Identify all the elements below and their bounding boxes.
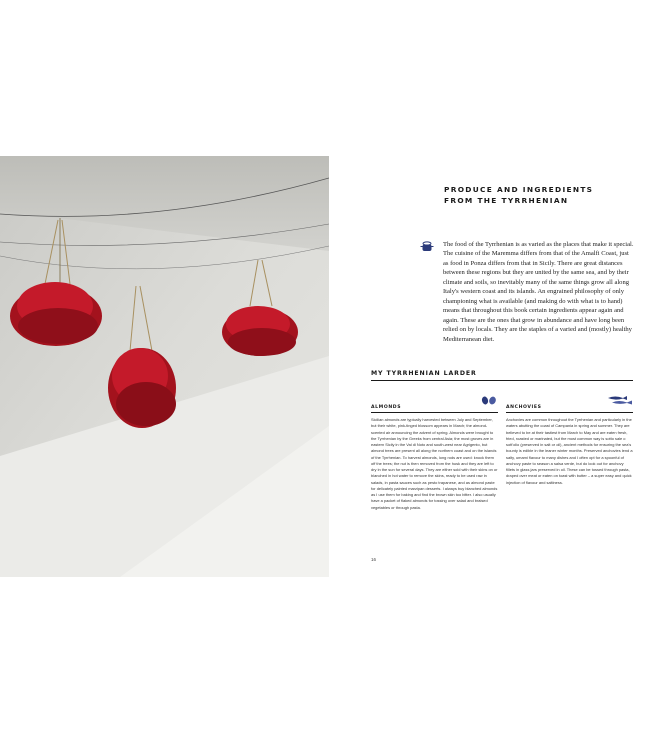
hanging-tomatoes-photo <box>0 156 329 577</box>
photo-illustration <box>0 156 329 577</box>
almonds-section <box>371 398 498 511</box>
page-title <box>444 184 634 206</box>
anchovies-text: Anchovies are common throughout the Tyrrhenian and particularly in the waters abutting the coast of Campania in spring and summer. They are believed to be at their tastiest from March to May and are eaten fresh, fried, roasted or marinated, but the most common way is sotto sale o sott'olio (preserved in salt or oil), ancient methods for ensuring the sea's bounty is edible in the leaner winter months. Preserved anchovies lend a salty, umami flavour to many dishes and I often opt for a spoonful of anchovy paste to season a salsa verde, but do look out for anchovy fillets in glass jars preserved in oil. These can be tossed through pasta, draped over meat or eaten on toast with butter – a super easy and quick injection of flavour and saltiness. <box>506 417 633 485</box>
title-line-1: PRODUCE AND INGREDIENTS <box>444 185 594 194</box>
almonds-icon <box>480 392 498 410</box>
almonds-label: ALMONDS <box>371 405 402 410</box>
larder-heading: MY TYRRHENIAN LARDER <box>371 370 633 381</box>
anchovies-icon <box>607 392 633 410</box>
anchovies-header <box>506 398 633 413</box>
anchovies-section <box>506 398 633 486</box>
almonds-text: Sicilian almonds are typically harvested between July and September, but their white, pink-tinged blossom appears in March; the almond-scented air announcing the advent of spring. Almonds were brought to the Tyrrhenian by the Greeks from central Asia; the most groves are in eastern Sicily in the Val di Noto and south-west near Agrigento, but almond trees are present all along the northern coast and on the islands of the Tyrrhenian. To harvest almonds, long rods are used: knock them off the trees; the nut is then removed from the husk and they are left to dry in the sun for several days. They are either sold with their skins on or blanched in hot water to remove the skins, ready to be used raw in salads, in pasta sauces such as pesto trapanese, and as almond paste for delicately painted marzipan desserts. I always buy blanched almonds as I use them for baking and find the brown skin too bitter. I also usually have a packet of flaked almonds for tossing over salad and braised vegetables or through pasta. <box>371 417 498 510</box>
title-line-2: FROM THE TYRRHENIAN <box>444 196 569 205</box>
anchovies-label: ANCHOVIES <box>506 405 542 410</box>
intro-paragraph: The food of the Tyrrhenian is as varied as the places that make it special. The cuisine of the Maremma differs from that of the Amalfi Coast, just as food in Ponza differs from that in Sicily. There are great distances between these regions but they are united by the same sea, and by their climate and soils, so inevitably many of the same things grow all along Italy's western coast and its islands. An engrained philosophy of only championing what is available (and making do with what is to hand) means that throughout this book certain ingredients appear again and again. These are the ones that grow in abundance and have long been relied on by locals. They are the staples of a varied and (mostly) healthy Mediterranean diet. <box>443 241 634 343</box>
almonds-header <box>371 398 498 413</box>
pot-icon <box>420 240 434 254</box>
page-number: 16 <box>371 557 377 562</box>
